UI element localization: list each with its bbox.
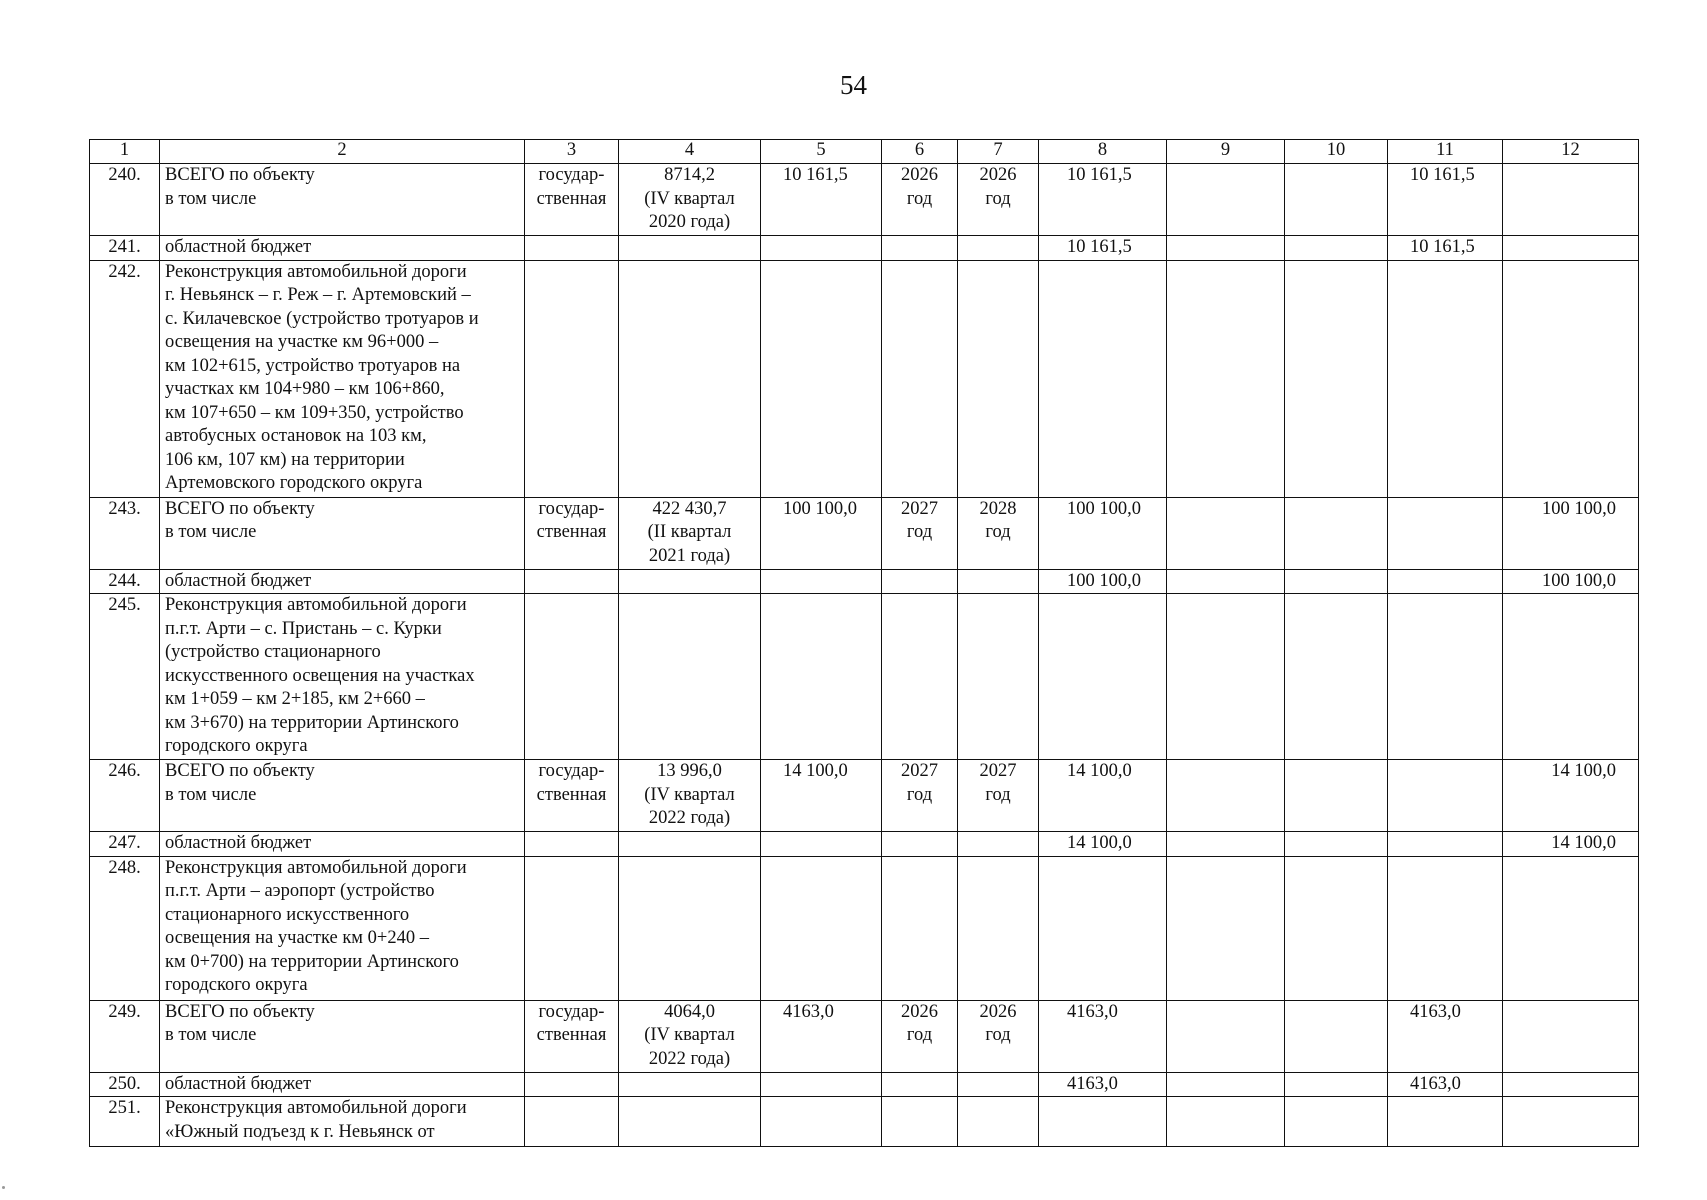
table-cell: 14 100,0 [761,760,882,832]
table-cell [1285,1000,1388,1072]
header-cell: 1 [90,140,160,164]
table-cell [1285,260,1388,497]
header-cell: 4 [619,140,761,164]
row-number-cell: 250. [90,1072,160,1097]
table-cell: 4163,0 [1039,1072,1167,1097]
table-cell: 4163,0 [761,1000,882,1072]
table-cell: 14 100,0 [1503,832,1639,857]
table-cell [958,1072,1039,1097]
table-cell [1167,760,1285,832]
table-cell [619,856,761,1000]
table-cell [525,1072,619,1097]
table-row [90,164,1639,236]
description-cell: ВСЕГО по объекту в том числе [160,164,525,236]
table-cell [619,569,761,594]
table-row [90,1000,1639,1072]
table-row [90,569,1639,594]
header-cell: 5 [761,140,882,164]
row-number-cell: 241. [90,236,160,261]
row-number-cell: 244. [90,569,160,594]
table-cell: 4064,0 (IV квартал 2022 года) [619,1000,761,1072]
scan-dot [2,1186,5,1189]
table-cell [882,260,958,497]
table-header-row [90,140,1639,164]
table-cell [761,832,882,857]
table-cell: государ- ственная [525,164,619,236]
table-cell [525,260,619,497]
table-cell [1167,236,1285,261]
table-cell: 4163,0 [1039,1000,1167,1072]
table-cell [525,236,619,261]
page-number: 54 [840,70,867,100]
table-cell [1167,856,1285,1000]
table-cell [958,832,1039,857]
table-cell: 4163,0 [1388,1072,1503,1097]
table-cell: государ- ственная [525,497,619,569]
table-cell [1388,569,1503,594]
table-cell: 4163,0 [1388,1000,1503,1072]
table-cell: 14 100,0 [1503,760,1639,832]
table-cell [619,594,761,760]
table-cell: 14 100,0 [1039,760,1167,832]
table-cell [882,236,958,261]
row-number-cell: 242. [90,260,160,497]
table-cell [1388,497,1503,569]
table-cell: 100 100,0 [1039,569,1167,594]
row-number-cell: 249. [90,1000,160,1072]
table-cell [619,236,761,261]
table-cell [1285,236,1388,261]
header-cell: 9 [1167,140,1285,164]
table-cell: 2026 год [882,1000,958,1072]
row-number-cell: 248. [90,856,160,1000]
table-body [90,140,1639,1147]
table-cell [761,1072,882,1097]
description-cell: ВСЕГО по объекту в том числе [160,760,525,832]
table-row [90,260,1639,497]
table-cell [1039,260,1167,497]
row-number-cell: 245. [90,594,160,760]
table-cell [1503,856,1639,1000]
table-cell: 100 100,0 [1503,569,1639,594]
table-cell [1503,1072,1639,1097]
table-cell: 10 161,5 [1388,164,1503,236]
table-cell [525,1097,619,1147]
table-cell [761,1097,882,1147]
table-cell [1167,832,1285,857]
table-cell [525,832,619,857]
table-cell [882,569,958,594]
row-number-cell: 251. [90,1097,160,1147]
table-cell [958,236,1039,261]
table-cell [761,569,882,594]
table-cell: 422 430,7 (II квартал 2021 года) [619,497,761,569]
description-cell: областной бюджет [160,1072,525,1097]
table-cell [958,569,1039,594]
table-cell [619,260,761,497]
table-cell [882,1072,958,1097]
table-cell [1388,1097,1503,1147]
description-cell: Реконструкция автомобильной дороги «Южный подъезд к г. Невьянск от [160,1097,525,1147]
table-cell [619,1072,761,1097]
table-cell [619,832,761,857]
row-number-cell: 243. [90,497,160,569]
description-cell: Реконструкция автомобильной дороги г. Невьянск – г. Реж – г. Артемовский – с. Килачевское (устройство тротуаров и освещения на участке км 96+000 – км 102+615, устройство тротуаров на участках км 104+980 – км 106+860, км 107+650 – км 109+350, устройство автобусных остановок на 103 км, 106 км, 107 км) на территории Артемовского городского округа [160,260,525,497]
data-table [89,139,1639,1147]
header-cell: 12 [1503,140,1639,164]
table-cell [1285,497,1388,569]
table-cell [1388,832,1503,857]
table-cell: 100 100,0 [1503,497,1639,569]
table-cell [1167,1072,1285,1097]
row-number-cell: 247. [90,832,160,857]
table-cell [761,236,882,261]
table-cell [1503,594,1639,760]
table-cell [958,260,1039,497]
table-cell [1039,594,1167,760]
header-cell: 7 [958,140,1039,164]
description-cell: ВСЕГО по объекту в том числе [160,497,525,569]
table-cell [1285,569,1388,594]
table-row [90,760,1639,832]
table-cell [525,856,619,1000]
description-cell: областной бюджет [160,832,525,857]
description-cell: Реконструкция автомобильной дороги п.г.т. Арти – с. Пристань – с. Курки (устройство стационарного искусственного освещения на участках км 1+059 – км 2+185, км 2+660 – км 3+670) на территории Артинского городского округа [160,594,525,760]
table-cell [1039,856,1167,1000]
table-cell [1167,569,1285,594]
table-row [90,1097,1639,1147]
table-cell: 10 161,5 [761,164,882,236]
table-row [90,856,1639,1000]
table-cell: 2026 год [958,1000,1039,1072]
table-cell [1503,164,1639,236]
table-cell: 2026 год [882,164,958,236]
table-cell [1285,760,1388,832]
table-cell [1167,164,1285,236]
table-cell [882,594,958,760]
table-cell [1285,1072,1388,1097]
table-cell: 2027 год [958,760,1039,832]
table-cell [958,1097,1039,1147]
table-cell: 10 161,5 [1388,236,1503,261]
table-cell [1285,1097,1388,1147]
table-cell [1167,1097,1285,1147]
table-cell [1388,260,1503,497]
table-cell [1167,594,1285,760]
table-cell [761,594,882,760]
table-cell [1167,1000,1285,1072]
description-cell: областной бюджет [160,236,525,261]
table-cell [525,594,619,760]
table-cell: 8714,2 (IV квартал 2020 года) [619,164,761,236]
table-cell: 13 996,0 (IV квартал 2022 года) [619,760,761,832]
table-cell [1285,164,1388,236]
table-cell: 2027 год [882,497,958,569]
header-cell: 10 [1285,140,1388,164]
header-cell: 3 [525,140,619,164]
table-cell [1388,760,1503,832]
table-cell [761,856,882,1000]
table-cell [1388,856,1503,1000]
table-cell [1503,236,1639,261]
header-cell: 2 [160,140,525,164]
row-number-cell: 246. [90,760,160,832]
table-cell: 2028 год [958,497,1039,569]
header-cell: 11 [1388,140,1503,164]
table-cell [761,260,882,497]
table-cell [1388,594,1503,760]
table-cell [1167,497,1285,569]
table-cell [1039,1097,1167,1147]
table-row [90,594,1639,760]
table-cell: 100 100,0 [1039,497,1167,569]
table-cell: государ- ственная [525,760,619,832]
table-cell [1503,1000,1639,1072]
table-row [90,236,1639,261]
table-cell [958,856,1039,1000]
row-number-cell: 240. [90,164,160,236]
table-row [90,497,1639,569]
table-cell [882,832,958,857]
table-cell: государ- ственная [525,1000,619,1072]
header-cell: 6 [882,140,958,164]
table-cell [1285,594,1388,760]
table-cell [1503,1097,1639,1147]
table-cell: 14 100,0 [1039,832,1167,857]
table-cell [1285,832,1388,857]
table-cell: 10 161,5 [1039,164,1167,236]
table-cell [1285,856,1388,1000]
table-cell: 100 100,0 [761,497,882,569]
table-cell [525,569,619,594]
table-cell: 2027 год [882,760,958,832]
table-cell [882,1097,958,1147]
description-cell: областной бюджет [160,569,525,594]
description-cell: ВСЕГО по объекту в том числе [160,1000,525,1072]
description-cell: Реконструкция автомобильной дороги п.г.т. Арти – аэропорт (устройство стационарного искусственного освещения на участке км 0+240 – км 0+700) на территории Артинского городского округа [160,856,525,1000]
table-row [90,1072,1639,1097]
header-cell: 8 [1039,140,1167,164]
table-cell [619,1097,761,1147]
table-cell: 2026 год [958,164,1039,236]
table-cell [958,594,1039,760]
table-cell [1167,260,1285,497]
table-cell: 10 161,5 [1039,236,1167,261]
table-cell [882,856,958,1000]
table-row [90,832,1639,857]
table-cell [1503,260,1639,497]
